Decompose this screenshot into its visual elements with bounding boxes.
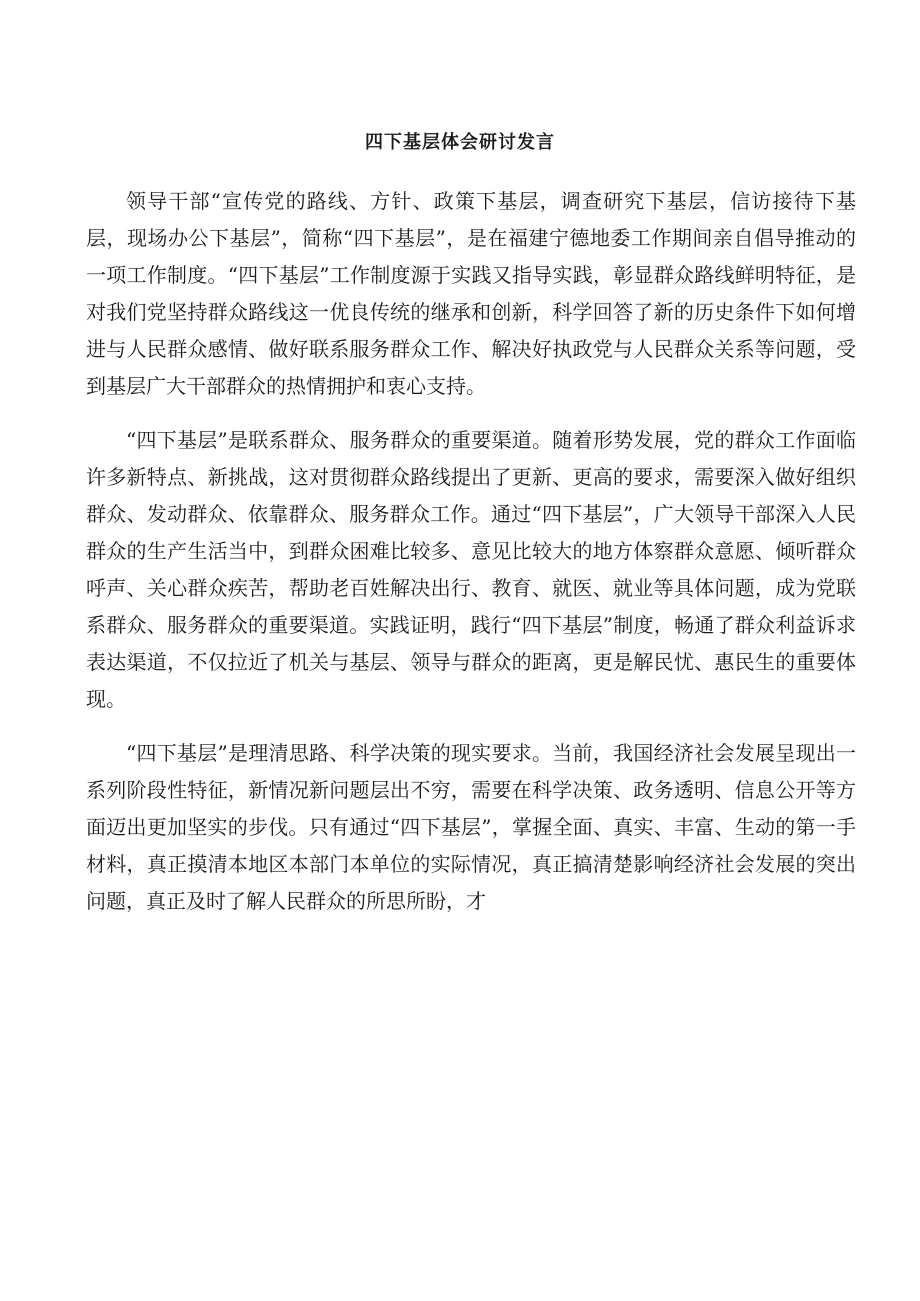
document-title: 四下基层体会研讨发言 xyxy=(365,132,555,153)
document-body xyxy=(86,183,856,937)
paragraph-contact-channel: “四下基层”是联系群众、服务群众的重要渠道。随着形势发展，党的群众工作面临许多新特点、新挑战，这对贯彻群众路线提出了更新、更高的要求，需要深入做好组织群众、发动群众、依靠群众、服务群众工作。通过“四下基层”，广大领导干部深入人民群众的生产生活当中，到群众困难比较多、意见比较大的地方体察群众意愿、倾听群众呼声、关心群众疾苦，帮助老百姓解决出行、教育、就医、就业等具体问题，成为党联系群众、服务群众的重要渠道。实践证明，践行“四下基层”制度，畅通了群众利益诉求表达渠道，不仅拉近了机关与基层、领导与群众的距离，更是解民忧、惠民生的重要体现。 xyxy=(86,428,856,711)
paragraph-intro: 领导干部“宣传党的路线、方针、政策下基层，调查研究下基层，信访接待下基层，现场办公下基层”，简称“四下基层”，是在福建宁德地委工作期间亲自倡导推动的一项工作制度。“四下基层”工作制度源于实践又指导实践，彰显群众路线鲜明特征，是对我们党坚持群众路线这一优良传统的继承和创新，科学回答了新的历史条件下如何增进与人民群众感情、做好联系服务群众工作、解决好执政党与人民群众关系等问题，受到基层广大干部群众的热情拥护和衷心支持。 xyxy=(86,189,856,398)
paragraph-decision-making: “四下基层”是理清思路、科学决策的现实要求。当前，我国经济社会发展呈现出一系列阶段性特征，新情况新问题层出不穷，需要在科学决策、政务透明、信息公开等方面迈出更加坚实的步伐。只有通过“四下基层”，掌握全面、真实、丰富、生动的第一手材料，真正摸清本地区本部门本单位的实际情况，真正搞清楚影响经济社会发展的突出问题，真正及时了解人民群众的所思所盼，才 xyxy=(86,741,856,913)
